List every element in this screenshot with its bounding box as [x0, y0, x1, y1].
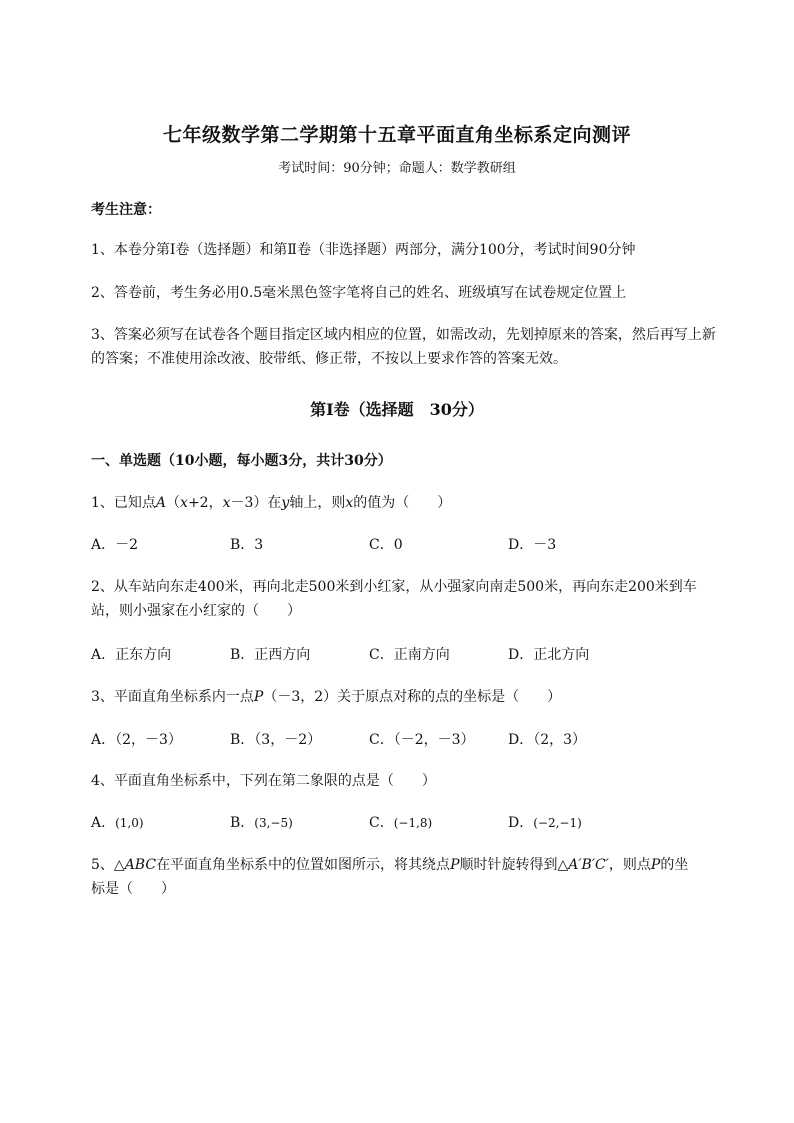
q5-text: 顺时针旋转得到△: [459, 857, 569, 873]
q3-option-d[interactable]: D．（2，3）: [508, 732, 587, 748]
section-title: 第Ⅰ卷（选择题 30分）: [310, 400, 484, 419]
question-4: 4、平面直角坐标系中，下列在第二象限的点是（ ）: [91, 773, 436, 789]
page-title: 七年级数学第二学期第十五章平面直角坐标系定向测评: [162, 124, 631, 146]
q4-option-b-label: B．: [230, 815, 255, 831]
q4-option-d[interactable]: [508, 812, 582, 834]
question-3: [91, 686, 751, 708]
q5-var: P: [650, 857, 661, 873]
question-2: 2、从车站向东走400米，再向北走500米到小红家，从小强家向南走500米，再向东走200米到车: [91, 579, 697, 595]
exam-info: 考试时间：90分钟；命题人：数学教研组: [278, 161, 516, 176]
q5-var: ABC: [124, 857, 157, 873]
q1-text: 轴上，则: [289, 495, 346, 511]
q5-var: P: [450, 857, 460, 873]
q2-option-c[interactable]: C．正南方向: [369, 647, 450, 663]
q4-option-b[interactable]: [230, 812, 293, 834]
q5-text: 的坐: [660, 857, 689, 873]
q5-text: 5、△: [91, 857, 125, 873]
q1-text: 的值为（ ）: [353, 495, 452, 511]
q4-option-a[interactable]: [91, 812, 144, 834]
notice-heading: 考生注意：: [91, 202, 161, 218]
q1-var: x: [345, 495, 354, 511]
question-1: [91, 492, 751, 514]
notice-item-1: 1、本卷分第Ⅰ卷（选择题）和第Ⅱ卷（非选择题）两部分，满分100分，考试时间90分钟: [91, 242, 636, 258]
q3-var: P: [253, 689, 264, 705]
q2-option-b[interactable]: B．正西方向: [230, 647, 311, 663]
notice-item-3: 3、答案必须写在试卷各个题目指定区域内相应的位置，如需改动，先划掉原来的答案，然后再写上新: [91, 327, 716, 343]
q1-var: x: [222, 495, 231, 511]
q4-option-c-value: (−1,8): [393, 816, 433, 830]
q1-text: 1、已知点: [91, 495, 156, 511]
q2-option-a[interactable]: A．正东方向: [91, 647, 172, 663]
q4-option-d-label: D．: [508, 815, 534, 831]
notice-item-3-cont: 的答案；不准使用涂改液、胶带纸、修正带，不按以上要求作答的答案无效。: [91, 351, 567, 367]
q1-text: －3）在: [230, 495, 282, 511]
q3-option-c[interactable]: C．（－2，－3）: [369, 732, 475, 748]
q1-var: A: [155, 495, 167, 511]
question-5: [91, 854, 751, 876]
part-heading: 一、单选题（10小题，每小题3分，共计30分）: [91, 453, 392, 469]
q1-option-b[interactable]: B．3: [230, 537, 264, 553]
q4-option-c[interactable]: [369, 812, 432, 834]
q4-option-a-value: (1,0): [115, 816, 144, 830]
question-2-cont: 站，则小强家在小红家的（ ）: [91, 603, 301, 619]
q1-text: （: [166, 495, 181, 511]
q4-option-a-label: A．: [91, 815, 116, 831]
notice-item-2: 2、答卷前，考生务必用0.5毫米黑色签字笔将自己的姓名、班级填写在试卷规定位置上: [91, 285, 627, 301]
q4-option-c-label: C．: [369, 815, 394, 831]
q1-option-c[interactable]: C．0: [369, 537, 403, 553]
q4-option-d-value: (−2,−1): [533, 816, 582, 830]
q4-option-b-value: (3,−5): [254, 816, 293, 830]
q1-var: y: [281, 495, 290, 511]
q1-option-a[interactable]: A．－2: [91, 537, 139, 553]
q5-text: 在平面直角坐标系中的位置如图所示，将其绕点: [156, 857, 451, 873]
q5-var: A′B′C′: [568, 857, 609, 873]
question-5-cont: 标是（ ）: [91, 881, 175, 897]
q3-text: 3、平面直角坐标系内一点: [91, 689, 254, 705]
q3-text: （－3，2）关于原点对称的点的坐标是（ ）: [263, 689, 562, 705]
q1-var: x: [180, 495, 188, 511]
q1-text: +2，: [187, 495, 223, 511]
q3-option-b[interactable]: B．（3，－2）: [230, 732, 322, 748]
q3-option-a[interactable]: A．（2，－3）: [91, 732, 182, 748]
q5-text: ，则点: [608, 857, 651, 873]
q2-option-d[interactable]: D．正北方向: [508, 647, 590, 663]
q1-option-d[interactable]: D．－3: [508, 537, 557, 553]
